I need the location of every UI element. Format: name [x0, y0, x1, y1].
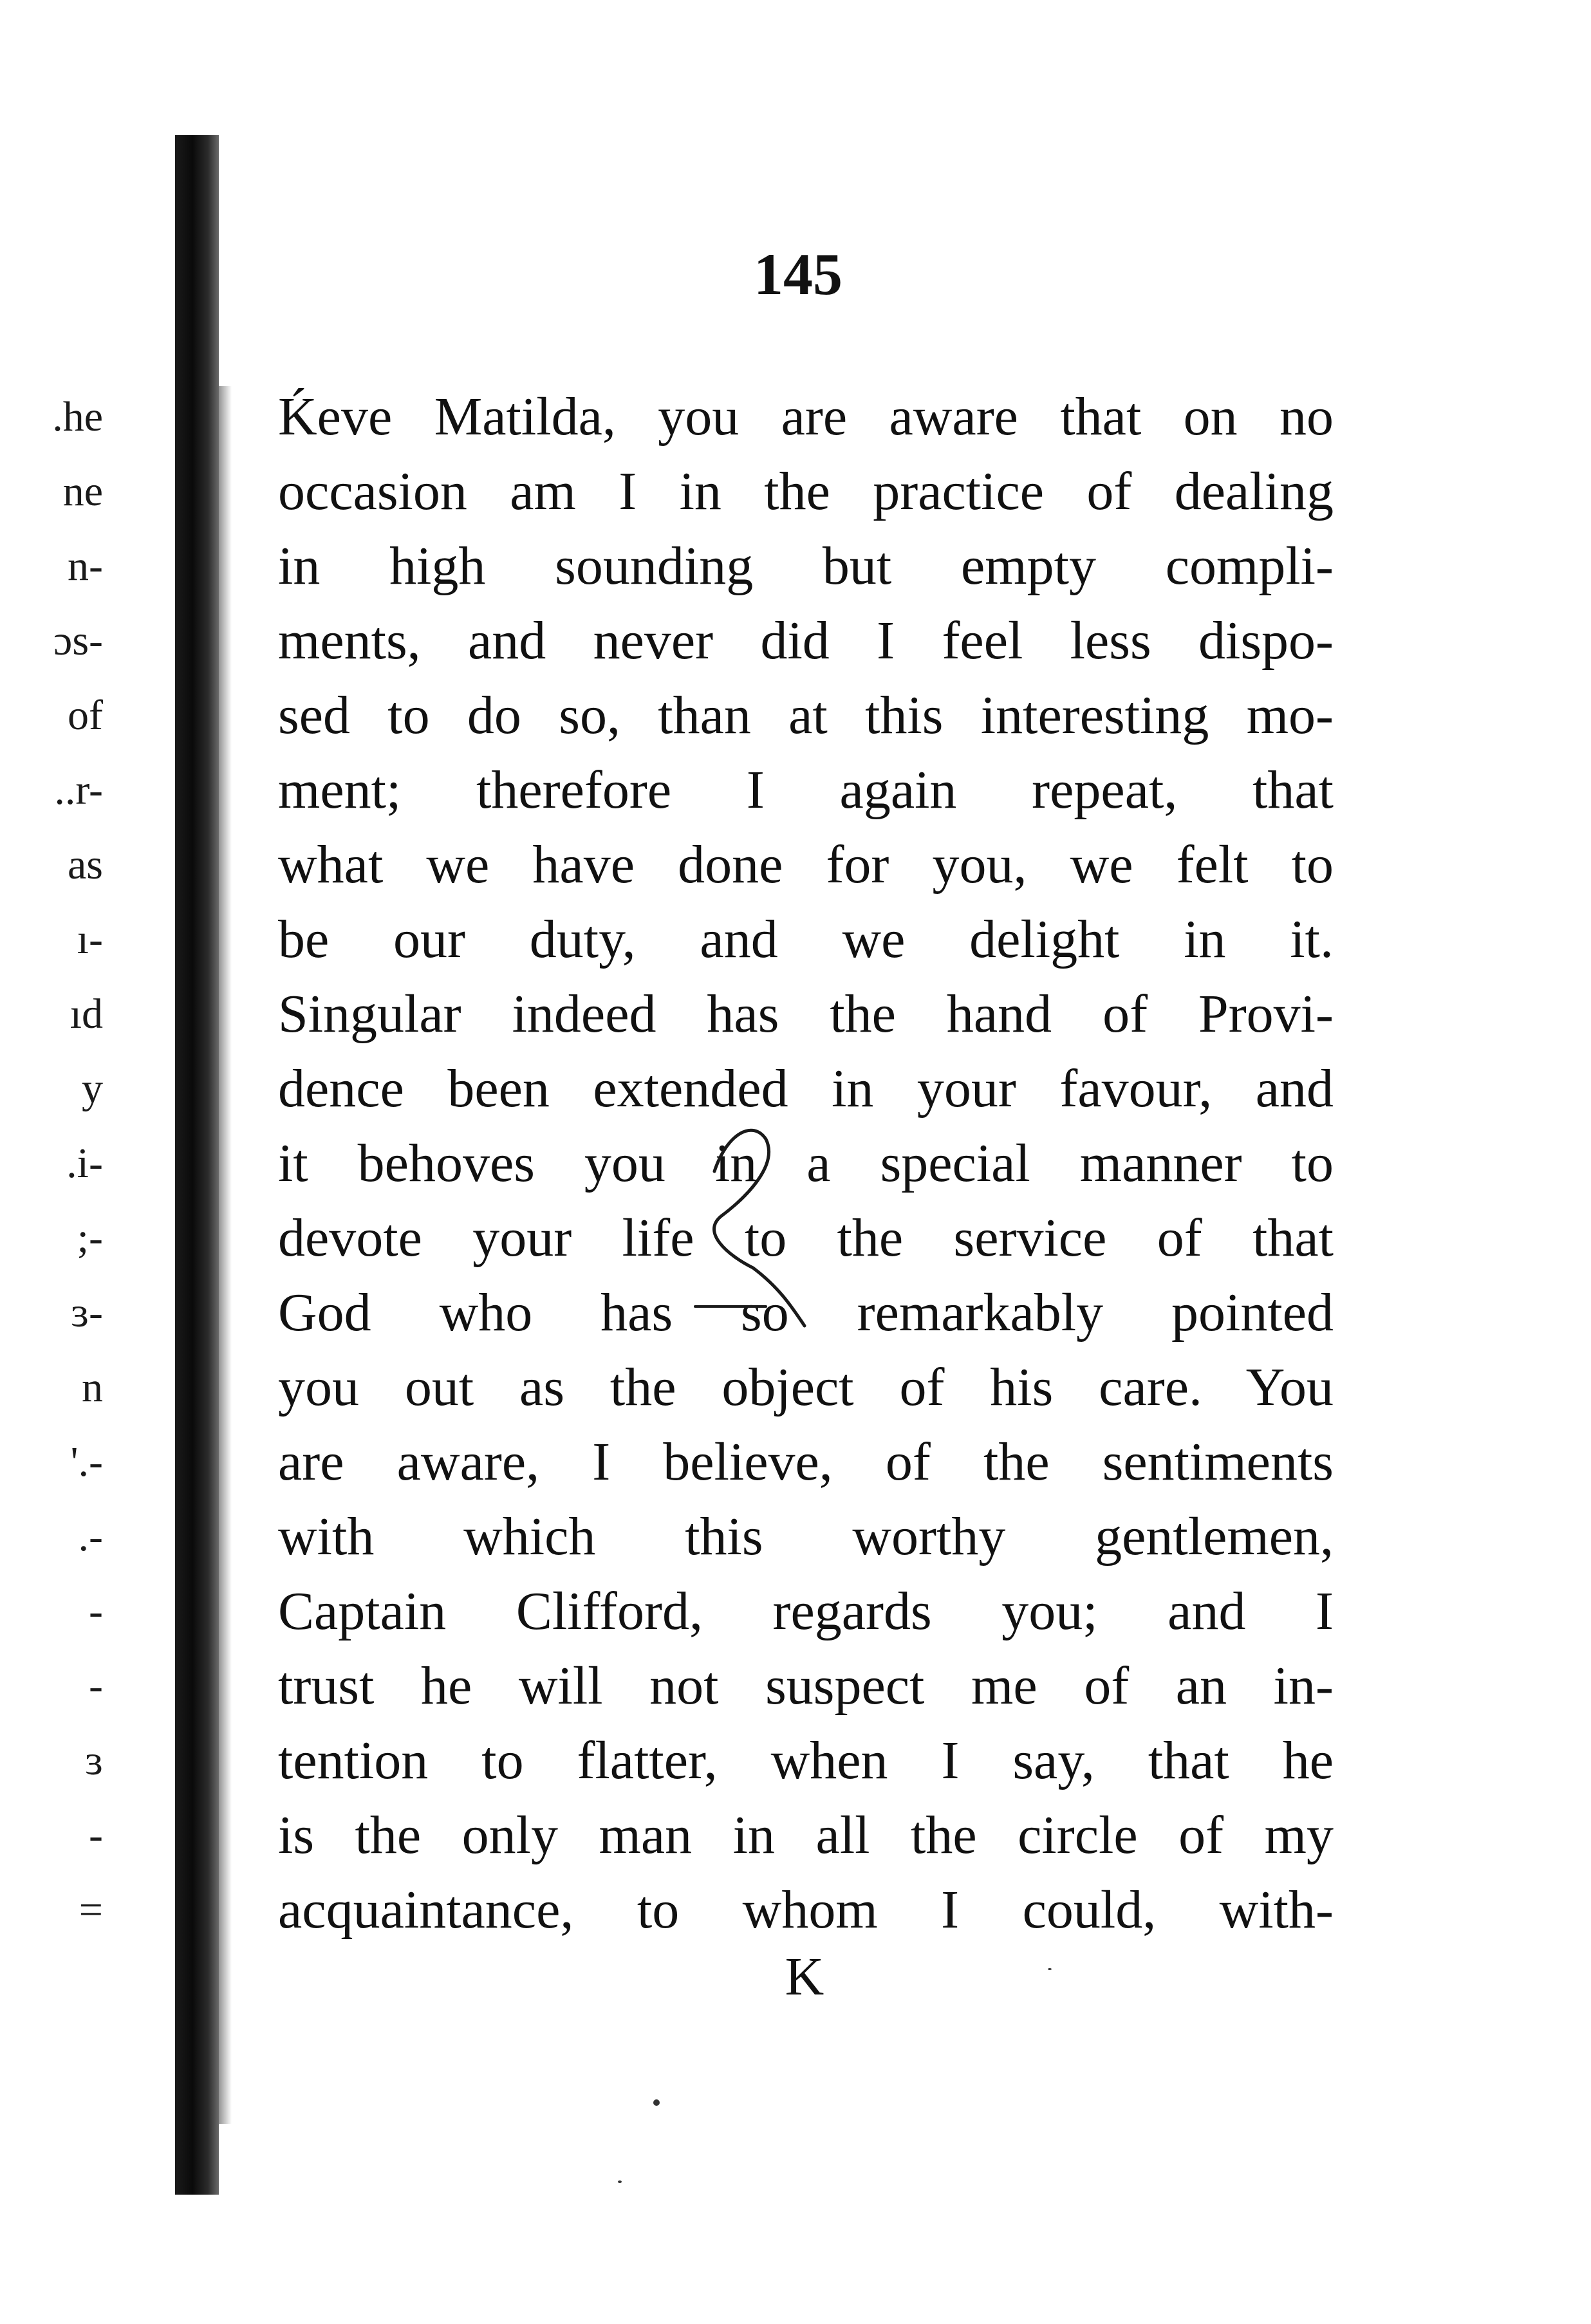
text-line: God who has so remarkably pointed — [278, 1283, 1334, 1343]
facing-fragment: ne — [62, 468, 103, 515]
text-line: what we have done for you, we felt to — [278, 835, 1334, 895]
facing-fragment: .i- — [66, 1140, 103, 1187]
text-line: ment; therefore I again repeat, that — [278, 760, 1334, 820]
facing-fragment: = — [79, 1886, 103, 1933]
catchword: K — [785, 1947, 824, 2007]
text-line: Captain Clifford, regards you; and I — [278, 1581, 1334, 1641]
facing-page-fragments — [0, 380, 103, 1948]
text-line: Singular indeed has the hand of Provi- — [278, 984, 1334, 1044]
text-line: trust he will not suspect me of an in- — [278, 1656, 1334, 1716]
facing-fragment: as — [68, 841, 103, 888]
text-line: in high sounding but empty compli- — [278, 536, 1334, 596]
text-line: with which this worthy gentlemen, — [278, 1507, 1334, 1566]
text-line: tention to flatter, when I say, that he — [278, 1731, 1334, 1790]
text-line: devote your life to the service of that — [278, 1208, 1334, 1268]
text-line: ments, and never did I feel less dispo- — [278, 611, 1334, 671]
facing-fragment: .- — [78, 1513, 103, 1560]
page-number: 145 — [754, 241, 842, 307]
text-line: acquaintance, to whom I could, with- — [278, 1880, 1334, 1940]
facing-fragment: ;- — [77, 1214, 103, 1261]
binding-gutter — [175, 135, 219, 2195]
body-text — [278, 380, 1334, 1948]
text-line: you out as the object of his care. You — [278, 1357, 1334, 1417]
text-line: it behoves you in a special manner to — [278, 1133, 1334, 1193]
facing-fragment: ɜ- — [71, 1289, 103, 1336]
facing-fragment: '.- — [70, 1438, 103, 1485]
facing-fragment: n- — [68, 543, 103, 590]
text-line: is the only man in all the circle of my — [278, 1805, 1334, 1865]
facing-fragment: ɔs- — [53, 617, 103, 664]
facing-fragment: - — [89, 1588, 103, 1635]
text-line: dence been extended in your favour, and — [278, 1059, 1334, 1119]
binding-shadow — [219, 386, 232, 2124]
facing-fragment: ..r- — [54, 767, 103, 813]
facing-fragment: y — [82, 1065, 103, 1112]
ink-speck — [653, 2099, 660, 2106]
ink-speck — [1048, 1968, 1052, 1970]
facing-fragment: ıd — [70, 990, 103, 1037]
facing-fragment: - — [89, 1812, 103, 1859]
facing-fragment: n — [82, 1364, 103, 1411]
facing-fragment: ɜ — [85, 1737, 103, 1784]
facing-fragment: ı- — [77, 916, 103, 963]
text-line: occasion am I in the practice of dealing — [278, 461, 1334, 521]
text-line: be our duty, and we delight in it. — [278, 909, 1334, 969]
facing-fragment: of — [68, 692, 103, 739]
ink-speck — [618, 2180, 622, 2183]
facing-fragment: - — [89, 1662, 103, 1709]
text-line: sed to do so, than at this interesting mo- — [278, 685, 1334, 745]
facing-fragment: .he — [52, 393, 103, 440]
text-line: Ḱeve Matilda, you are aware that on no — [278, 387, 1334, 447]
text-line: are aware, I believe, of the sentiments — [278, 1432, 1334, 1492]
